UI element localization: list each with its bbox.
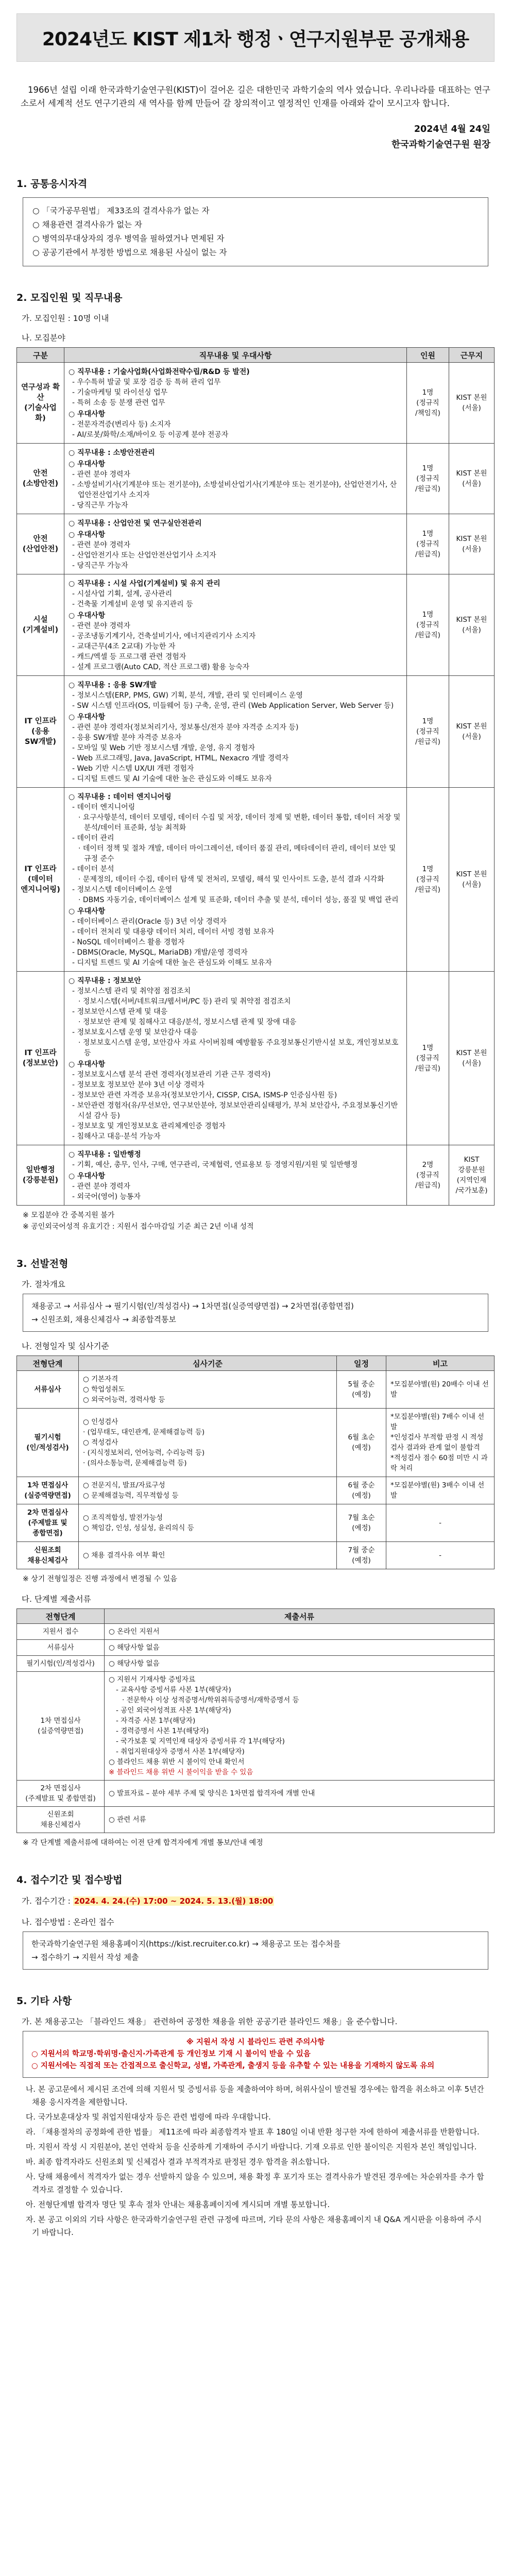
duty-line: - AI/로봇/화학/소재/바이오 등 이공계 분야 전공자 bbox=[72, 431, 229, 439]
header-duties: 직무내용 및 우대사항 bbox=[64, 348, 407, 363]
position-count: 1명 (정규직 /원급직) bbox=[407, 574, 449, 676]
stage-note: *모집분야별(원) 3배수 이내 선발 bbox=[386, 1477, 495, 1504]
section-title: 2. 모집인원 및 직무내용 bbox=[16, 292, 123, 303]
stage-criteria bbox=[79, 1504, 337, 1542]
duty-line: - 정보보호시스템 운영 및 보안감사 대응 bbox=[72, 1028, 198, 1037]
position-duties bbox=[64, 788, 407, 972]
position-category: 연구성과 확산 (기술사업화) bbox=[17, 363, 64, 444]
note-line: ※ 상기 전형일정은 진행 과정에서 변경될 수 있음 bbox=[23, 1575, 177, 1583]
process-overview-heading: 가. 절차개요 bbox=[22, 1280, 65, 1289]
document-line: - 경력증명서 사본 1부(해당자) bbox=[116, 1727, 209, 1735]
duty-line: - 정보보호 및 개인정보보호 관리체계인증 경험자 bbox=[72, 1122, 226, 1130]
header-stage: 전형단계 bbox=[17, 1609, 105, 1624]
application-period-label: 가. 접수기간 : bbox=[22, 1896, 71, 1906]
position-location: KIST 본원 (서울) bbox=[449, 514, 495, 574]
documents-heading: 다. 단계별 제출서류 bbox=[22, 1595, 91, 1604]
criteria-line: · (업무태도, 대인관계, 문제해결능력 등) bbox=[83, 1428, 205, 1436]
positions-table bbox=[16, 347, 495, 1206]
duty-line: - 침해사고 대응·분석 가능자 bbox=[72, 1132, 161, 1141]
duty-line: ○ 우대사항 bbox=[69, 907, 106, 916]
table-row bbox=[17, 1145, 495, 1206]
duty-line: - 정보보안시스템 관제 및 대응 bbox=[72, 1008, 168, 1016]
duty-line: ○ 직무내용 : 시설 사업(기계설비) 및 유지 관리 bbox=[69, 580, 220, 588]
document-line: - 공인 외국어성적표 사본 1부(해당자) bbox=[116, 1706, 231, 1715]
section-title: 4. 접수기간 및 접수방법 bbox=[16, 1874, 123, 1886]
stage-date: 7월 초순 (예정) bbox=[337, 1504, 386, 1542]
process-flow-box bbox=[23, 1294, 488, 1332]
duty-line: - 관련 분야 경력자 bbox=[72, 1182, 131, 1191]
document-line: ○ 해당사항 없음 bbox=[109, 1643, 160, 1652]
stage-note: *모집분야별(원) 7배수 이내 선발 *인성검사 부적합 판정 시 적성검사 결과와 관계 없이 불합격 *적성검사 점수 60점 미만 시 과락 처리 bbox=[386, 1409, 495, 1477]
duty-line: - Web 프로그래밍, Java, JavaScript, HTML, Nexacro 개발 경력자 bbox=[72, 754, 289, 762]
duty-line: - 소방설비기사(기계분야 또는 전기분야), 소방설비산업기사(기계분야 또는 전기분야), 산업안전기사, 산업안전산업기사 소지자 bbox=[72, 481, 397, 499]
table-header-row bbox=[17, 348, 495, 363]
section-title: 5. 기타 사항 bbox=[16, 1995, 72, 2007]
header-location: 근무지 bbox=[449, 348, 495, 363]
stages-table bbox=[16, 1355, 495, 1569]
position-duties bbox=[64, 444, 407, 514]
stage-criteria bbox=[79, 1371, 337, 1409]
blind-hiring-note: 가. 본 채용공고는 「블라인드 채용」 관련하여 공정한 채용을 위한 공공기관 블라인드 채용」을 준수합니다. bbox=[22, 2017, 398, 2026]
duty-line: - 정보보안 관련 자격증 보유자(정보보안기사, CISSP, CISA, ISMS-P 인증심사원 등) bbox=[72, 1091, 337, 1099]
document-line: ○ 관련 서류 bbox=[109, 1816, 146, 1824]
duty-line: - NoSQL 데이터베이스 활용 경험자 bbox=[72, 938, 185, 946]
blind-hiring-item: ○ 지원서의 학교명·학위명·출신지·가족관계 등 개인정보 기재 시 불이익 받을 수 있음 bbox=[31, 2050, 311, 2058]
duty-line: - 데이터베이스 관리(Oracle 등) 3년 이상 경력자 bbox=[72, 918, 227, 926]
document-line: - 자격증 사본 1부(해당자) bbox=[116, 1717, 196, 1725]
position-count: 1명 (정규직 /원급직) bbox=[407, 788, 449, 972]
duty-line: - 정보보호시스템 분석 관련 경력자(정보관리 기관 근무 경력자) bbox=[72, 1071, 271, 1079]
document-list bbox=[105, 1624, 495, 1640]
duty-line: ○ 우대사항 bbox=[69, 410, 106, 418]
criteria-line: ○ 외국어능력, 경력사항 등 bbox=[83, 1396, 165, 1404]
stage-name: 신원조회 채용신체검사 bbox=[17, 1542, 79, 1569]
header-remarks: 비고 bbox=[386, 1356, 495, 1371]
duty-line: - 데이터 엔지니어링 bbox=[72, 803, 135, 811]
duty-line: - 디지털 트렌드 및 AI 기술에 대한 높은 관심도와 이해도 보유자 bbox=[72, 775, 272, 783]
header-stage: 전형단계 bbox=[17, 1356, 79, 1371]
position-category: IT 인프라 (응용 SW개발) bbox=[17, 676, 64, 788]
duty-line: - 기술마케팅 및 라이선싱 업무 bbox=[72, 388, 168, 397]
stage-name: 필기시험 (인/적성검사) bbox=[17, 1409, 79, 1477]
section-title: 3. 선발전형 bbox=[16, 1258, 69, 1269]
application-method-line: → 접수하기 → 지원서 작성 제출 bbox=[31, 1953, 139, 1962]
criteria-line: · (지식정보처리, 언어능력, 수리능력 등) bbox=[83, 1449, 205, 1457]
stage-note: - bbox=[386, 1542, 495, 1569]
table-row bbox=[17, 514, 495, 574]
application-method-line: 한국과학기술연구원 채용홈페이지(https://kist.recruiter.co.kr) → 채용공고 또는 접수처를 bbox=[31, 1939, 341, 1948]
position-category: 안전 (소방안전) bbox=[17, 444, 64, 514]
criteria-line: ○ 채용 결격사유 여부 확인 bbox=[83, 1551, 165, 1560]
header-category: 구분 bbox=[17, 348, 64, 363]
duty-line: - 데이터 전처리 및 대용량 데이터 처리, 데이터 서빙 경험 보유자 bbox=[72, 928, 275, 936]
duty-line: ○ 직무내용 : 산업안전 및 연구실안전관리 bbox=[69, 519, 202, 528]
duty-line: ○ 직무내용 : 응용 SW개발 bbox=[69, 681, 157, 689]
other-item: 자. 본 공고 이외의 기타 사항은 한국과학기술연구원 관련 규정에 따르며, 기타 문의 사항은 채용홈페이지 내 Q&A 게시판을 이용하여 주시기 바랍니다. bbox=[26, 2215, 482, 2237]
document-line: ○ 온라인 지원서 bbox=[109, 1628, 160, 1636]
other-item: 라. 「채용절차의 공정화에 관한 법률」 제11조에 따라 최종합격자 발표 후 180일 이내 반환 청구한 자에 한하여 제출서류를 반환합니다. bbox=[26, 2128, 480, 2137]
document-line: - 교육사항 증빙서류 사본 1부(해당자) bbox=[116, 1686, 231, 1694]
duty-line: ○ 직무내용 : 기술사업화(사업화전략수립/R&D 등 발전) bbox=[69, 368, 250, 376]
positions-notes bbox=[23, 1210, 495, 1232]
position-category: IT 인프라 (데이터 엔지니어링) bbox=[17, 788, 64, 972]
position-category: IT 인프라 (정보보안) bbox=[17, 972, 64, 1145]
table-row bbox=[17, 444, 495, 514]
position-count: 1명 (정규직 /원급직) bbox=[407, 972, 449, 1145]
page-title: 2024년도 KIST 제1차 행정ㆍ연구지원부문 공개채용 bbox=[42, 28, 469, 50]
duty-line: - 당직근무 가능자 bbox=[72, 562, 128, 570]
stage-note: *모집분야별(원) 20배수 이내 선발 bbox=[386, 1371, 495, 1409]
duty-line: ○ 우대사항 bbox=[69, 612, 106, 620]
table-header-row bbox=[17, 1609, 495, 1624]
stage-criteria bbox=[79, 1409, 337, 1477]
document-line: - 국가보훈 및 지역인재 대상자 증빙서류 각 1부(해당자) bbox=[116, 1737, 285, 1745]
duty-line: - 정보시스템(ERP, PMS, GW) 기획, 분석, 개발, 관리 및 인터페이스 운영 bbox=[72, 691, 303, 700]
document-stage: 지원서 접수 bbox=[17, 1624, 105, 1640]
position-location: KIST 본원 (서울) bbox=[449, 788, 495, 972]
table-row bbox=[17, 1781, 495, 1807]
duty-line: ○ 우대사항 bbox=[69, 713, 106, 721]
stage-criteria bbox=[79, 1477, 337, 1504]
position-location: KIST 본원 (서울) bbox=[449, 676, 495, 788]
qualification-item: ○ 병역의무대상자의 경우 병역을 필하였거나 면제된 자 bbox=[32, 234, 225, 243]
position-count: 1명 (정규직 /책임직) bbox=[407, 363, 449, 444]
note-line: ※ 각 단계별 제출서류에 대하여는 이전 단계 합격자에게 개별 통보/안내 예정 bbox=[23, 1839, 263, 1847]
process-flow-line: 채용공고 → 서류심사 → 필기시험(인/적성검사) → 1차면접(실증역량면접) → 2차면접(종합면접) bbox=[31, 1301, 354, 1311]
document-list bbox=[105, 1640, 495, 1656]
duty-line: ○ 직무내용 : 정보보안 bbox=[69, 977, 141, 985]
duty-line: · 정보보안 관제 및 침해사고 대응/분석, 정보시스템 관제 및 장애 대응 bbox=[78, 1018, 297, 1026]
duty-line: - DBMS(Oracle, MySQL, MariaDB) 개발/운영 경력자 bbox=[72, 948, 248, 957]
note-line: ※ 모집분야 간 중복지원 불가 bbox=[23, 1211, 115, 1219]
documents-table bbox=[16, 1608, 495, 1833]
section-qualifications bbox=[16, 176, 495, 266]
table-row bbox=[17, 972, 495, 1145]
blind-hiring-item: ○ 지원서에는 직접적 또는 간접적으로 출신학교, 성별, 가족관계, 출생지 등을 유추할 수 있는 내용을 기재하지 않도록 유의 bbox=[31, 2062, 435, 2070]
intro-text: 1966년 설립 이래 한국과학기술연구원(KIST)이 걸어온 길은 대한민국 과학기술의 역사 였습니다. 우리나라를 대표하는 연구소로서 세계적 선도 연구기관의 새 역사를 함께 만들어 갈 창의적이고 열정적인 인재를 아래와 같이 모시고자 합니다. bbox=[21, 85, 490, 108]
criteria-line: ○ 인성검사 bbox=[83, 1418, 118, 1426]
document-line: · 전문학사 이상 성적증명서/학위취득증명서/재학증명서 등 bbox=[122, 1696, 299, 1704]
other-item: 바. 최종 합격자라도 신원조회 및 신체검사 결과 부적격자로 판정된 경우 합격을 취소합니다. bbox=[26, 2158, 330, 2166]
document-stage: 신원조회 채용신체검사 bbox=[17, 1807, 105, 1833]
duty-line: - 데이터 분석 bbox=[72, 865, 114, 873]
header-documents: 제출서류 bbox=[105, 1609, 495, 1624]
stage-date: 6월 중순 (예정) bbox=[337, 1477, 386, 1504]
duty-line: ○ 우대사항 bbox=[69, 531, 106, 539]
position-duties bbox=[64, 972, 407, 1145]
other-item: 사. 당해 채용에서 적격자가 없는 경우 선발하지 않을 수 있으며, 채용 확정 후 포기자 또는 결격사유가 발견된 경우에는 차순위자를 추가 합격자로 결정할 수 있습니다. bbox=[26, 2173, 484, 2194]
duty-line: - 관련 분야 경력자 bbox=[72, 470, 131, 479]
position-count: 1명 (정규직 /원급직) bbox=[407, 514, 449, 574]
qualification-item: ○ 공공기관에서 부정한 방법으로 채용된 사실이 없는 자 bbox=[32, 248, 227, 257]
section-title: 1. 공통응시자격 bbox=[16, 178, 88, 190]
criteria-line: · (의사소통능력, 문제해결능력 등) bbox=[83, 1459, 187, 1467]
duty-line: - 관련 분야 경력자(정보처리기사, 정보통신/전자 분야 자격증 소지자 등) bbox=[72, 723, 299, 732]
note-line: ※ 공인외국어성적 유효기간 : 지원서 접수마감일 기준 최근 2년 이내 성적 bbox=[23, 1223, 254, 1231]
duty-line: - 특허 소송 등 분쟁 관련 업무 bbox=[72, 399, 165, 407]
criteria-line: ○ 기본자격 bbox=[83, 1375, 118, 1383]
duty-line: - 정보시스템 관리 및 취약점 점검조치 bbox=[72, 987, 191, 995]
other-item: 다. 국가보훈대상자 및 취업지원대상자 등은 관련 법령에 따라 우대합니다. bbox=[26, 2113, 271, 2122]
duty-line: - 정보시스템 데이터베이스 운영 bbox=[72, 886, 173, 894]
duty-line: ○ 직무내용 : 일반행정 bbox=[69, 1150, 141, 1159]
table-row bbox=[17, 676, 495, 788]
position-location: KIST 본원 (서울) bbox=[449, 444, 495, 514]
document-list bbox=[105, 1781, 495, 1807]
stage-name: 서류심사 bbox=[17, 1371, 79, 1409]
duty-line: - 데이터 관리 bbox=[72, 834, 114, 842]
process-flow-line: → 신원조회, 채용신체검사 → 최종합격통보 bbox=[31, 1315, 176, 1324]
duty-line: - 응용 SW개발 분야 자격증 보유자 bbox=[72, 734, 182, 742]
duty-line: · 문제정의, 데이터 수집, 데이터 탐색 및 전처리, 모델링, 해석 및 인사이트 도출, 분석 결과 시각화 bbox=[78, 875, 384, 884]
position-location: KIST 본원 (서울) bbox=[449, 574, 495, 676]
duty-line: - 외국어(영어) 능통자 bbox=[72, 1193, 141, 1201]
duty-line: - 건축물 기계설비 운영 및 유지관리 등 bbox=[72, 600, 193, 608]
document-line: ○ 지원서 기재사항 증빙자료 bbox=[109, 1675, 196, 1684]
document-list bbox=[105, 1807, 495, 1833]
position-duties bbox=[64, 363, 407, 444]
position-location: KIST 본원 (서울) bbox=[449, 972, 495, 1145]
application-period-row bbox=[22, 1894, 495, 1908]
document-stage: 2차 면접심사 (주제발표 및 종합면접) bbox=[17, 1781, 105, 1807]
duty-line: - 산업안전기사 또는 산업안전산업기사 소지자 bbox=[72, 551, 216, 560]
position-duties bbox=[64, 676, 407, 788]
duty-line: - 기획, 예산, 총무, 인사, 구매, 연구관리, 국제협력, 연료용보 등 경영지원/지원 및 일반행정 bbox=[72, 1161, 358, 1169]
headcount-line: 가. 모집인원 : 10명 이내 bbox=[22, 314, 109, 323]
position-duties bbox=[64, 574, 407, 676]
table-row bbox=[17, 788, 495, 972]
stage-criteria bbox=[79, 1542, 337, 1569]
stage-name: 1차 면접심사 (실증역량면접) bbox=[17, 1477, 79, 1504]
document-line: - 취업지원대상자 증명서 사본 1부(해당자) bbox=[116, 1748, 245, 1756]
title-banner bbox=[16, 13, 495, 62]
document-line: ※ 블라인드 채용 위반 시 불이익을 받을 수 있음 bbox=[109, 1768, 253, 1776]
duty-line: - 보안관련 경험자(유/무선보안, 연구보안분야, 정보보안관리실태평가, 부처 보안감사, 주요정보통신기반시설 감사 등) bbox=[72, 1101, 398, 1120]
table-row bbox=[17, 1409, 495, 1477]
blind-hiring-box bbox=[23, 2031, 488, 2078]
document-list bbox=[105, 1672, 495, 1781]
duty-line: - 전문자격증(변리사 등) 소지자 bbox=[72, 420, 171, 429]
criteria-line: ○ 조직적합성, 발전가능성 bbox=[83, 1514, 163, 1522]
duty-line: - Web 기반 시스템 UX/UI 개편 경험자 bbox=[72, 765, 194, 773]
duty-line: - 시설사업 기획, 설계, 공사관리 bbox=[72, 590, 173, 598]
fields-heading: 나. 모집분야 bbox=[22, 333, 65, 343]
stage-note: - bbox=[386, 1504, 495, 1542]
notice-signatory: 한국과학기술연구원 원장 bbox=[391, 140, 490, 150]
duty-line: · DBMS 자동기술, 데이터베이스 설계 및 표준화, 데이터 추출 및 분석, 데이터 성능, 품질 및 백업 관리 bbox=[78, 896, 399, 904]
section-application bbox=[16, 1872, 495, 1970]
criteria-line: ○ 문제해결능력, 직무적합성 등 bbox=[83, 1492, 179, 1500]
notice-date: 2024년 4월 24일 bbox=[414, 124, 490, 134]
position-count: 1명 (정규직 /원급직) bbox=[407, 444, 449, 514]
position-category: 시설 (기계설비) bbox=[17, 574, 64, 676]
duty-line: ○ 우대사항 bbox=[69, 1172, 106, 1180]
duty-line: · 요구사항분석, 데이터 모델링, 데이터 수집 및 저장, 데이터 정제 및 변환, 데이터 통합, 데이터 저장 및 분석/데이터 표준화, 성능 최적화 bbox=[78, 814, 401, 832]
stage-date: 7월 중순 (예정) bbox=[337, 1542, 386, 1569]
duty-line: - 교대근무(4조 2교대) 가능한 자 bbox=[72, 642, 176, 651]
position-location: KIST 본원 (서울) bbox=[449, 363, 495, 444]
criteria-line: ○ 학업성취도 bbox=[83, 1385, 125, 1394]
duty-line: ○ 우대사항 bbox=[69, 460, 106, 468]
criteria-line: ○ 적성검사 bbox=[83, 1438, 118, 1447]
qualification-box bbox=[23, 197, 488, 266]
duty-line: - 설계 프로그램(Auto CAD, 적산 프로그램) 활용 능숙자 bbox=[72, 663, 250, 671]
document-line: ○ 블라인드 채용 위반 시 불이익 안내 확인서 bbox=[109, 1758, 245, 1766]
other-item: 나. 본 공고문에서 제시된 조건에 의해 지원서 및 증빙서류 등을 제출하여야 하며, 허위사실이 발견될 경우에는 합격을 취소하고 이후 5년간 채용 응시자격을 제한합니다. bbox=[26, 2085, 484, 2107]
table-row bbox=[17, 363, 495, 444]
duty-line: - 캐드/엑셀 등 프로그램 관련 경험자 bbox=[72, 653, 186, 661]
table-header-row bbox=[17, 1356, 495, 1371]
position-duties bbox=[64, 514, 407, 574]
stage-name: 2차 면접심사 (주제발표 및 종합면접) bbox=[17, 1504, 79, 1542]
criteria-line: ○ 책임감, 인성, 성실성, 윤리의식 등 bbox=[83, 1524, 194, 1532]
criteria-line: ○ 전문지식, 발표/자료구성 bbox=[83, 1481, 165, 1489]
header-count: 인원 bbox=[407, 348, 449, 363]
duty-line: - 모바일 및 Web 기반 정보시스템 개발, 운영, 유지 경험자 bbox=[72, 744, 256, 752]
document-stage: 서류심사 bbox=[17, 1640, 105, 1656]
blind-hiring-title: ※ 지원서 작성 시 블라인드 관련 주의사항 bbox=[186, 2038, 325, 2046]
duty-line: - 관련 분야 경력자 bbox=[72, 622, 131, 630]
duty-line: ○ 우대사항 bbox=[69, 1060, 106, 1069]
stage-date: 6월 초순 (예정) bbox=[337, 1409, 386, 1477]
duty-line: - 공조냉동기계기사, 건축설비기사, 에너지관리기사 소지자 bbox=[72, 632, 256, 640]
duty-line: · 데이터 정책 및 절차 개발, 데이터 마이그레이션, 데이터 품질 관리, 메타데이터 관리, 데이터 보안 및 규정 준수 bbox=[78, 844, 396, 863]
other-item: 아. 전형단계별 합격자 명단 및 후속 절차 안내는 채용홈페이지에 게시되며 개별 통보합니다. bbox=[26, 2200, 330, 2209]
section-selection-process bbox=[16, 1256, 495, 1849]
table-row bbox=[17, 1640, 495, 1656]
table-row bbox=[17, 1807, 495, 1833]
section-other bbox=[16, 1993, 495, 2239]
duty-line: - SW 시스템 인프라(OS, 미들웨어 등) 구축, 운영, 관리 (Web Application Server, Web Server 등) bbox=[72, 702, 394, 710]
document-line: ○ 발표자료 – 분야 세부 주제 및 양식은 1차면접 합격자에 개별 안내 bbox=[109, 1789, 315, 1798]
position-duties bbox=[64, 1145, 407, 1206]
table-row bbox=[17, 1672, 495, 1781]
stages-notes bbox=[23, 1573, 495, 1585]
position-category: 일반행정 (강릉분원) bbox=[17, 1145, 64, 1206]
document-list bbox=[105, 1656, 495, 1672]
header-criteria: 심사기준 bbox=[79, 1356, 337, 1371]
document-stage: 필기시험(인/적성검사) bbox=[17, 1656, 105, 1672]
table-row bbox=[17, 1624, 495, 1640]
duty-line: - 당직근무 가능자 bbox=[72, 501, 128, 510]
application-method-label: 나. 접수방법 : 온라인 접수 bbox=[22, 1918, 114, 1927]
duty-line: · 정보보호시스템 운영, 보안감사 자료 사이버침해 예방활동 주요정보통신기반시설 보호, 개인정보보호 등 bbox=[78, 1039, 399, 1057]
signature-block bbox=[0, 122, 490, 152]
documents-notes bbox=[23, 1837, 495, 1849]
other-items bbox=[23, 2083, 488, 2239]
duty-line: - 디지털 트렌드 및 AI 기술에 대한 높은 관심도와 이해도 보유자 bbox=[72, 959, 272, 967]
position-location: KIST 강릉분원 (지역인재 /국가보훈) bbox=[449, 1145, 495, 1206]
table-row bbox=[17, 1542, 495, 1569]
duty-line: ○ 직무내용 : 데이터 엔지니어링 bbox=[69, 793, 172, 801]
table-row bbox=[17, 1504, 495, 1542]
section-positions bbox=[16, 290, 495, 1232]
duty-line: - 관련 분야 경력자 bbox=[72, 541, 131, 549]
position-count: 2명 (정규직 /원급직) bbox=[407, 1145, 449, 1206]
document-stage: 1차 면접심사 (실증역량면접) bbox=[17, 1672, 105, 1781]
table-row bbox=[17, 1477, 495, 1504]
duty-line: · 정보시스템(서버/네트워크/웹서버/PC 등) 관리 및 취약점 점검조치 bbox=[78, 997, 291, 1006]
duty-line: ○ 직무내용 : 소방안전관리 bbox=[69, 449, 155, 457]
header-schedule: 일정 bbox=[337, 1356, 386, 1371]
position-count: 1명 (정규직 /원급직) bbox=[407, 676, 449, 788]
document-line: ○ 해당사항 없음 bbox=[109, 1659, 160, 1668]
application-method-box bbox=[23, 1931, 488, 1970]
table-row bbox=[17, 574, 495, 676]
duty-line: - 정보보호 정보보안 분야 3년 이상 경력자 bbox=[72, 1081, 205, 1089]
table-row bbox=[17, 1371, 495, 1409]
other-item: 마. 지원서 작성 시 지원분야, 본인 연락처 등을 신중하게 기재하여 주시기 바랍니다. 기재 오류로 인한 불이익은 지원자 본인 책임입니다. bbox=[26, 2143, 477, 2151]
stage-date: 5월 중순 (예정) bbox=[337, 1371, 386, 1409]
position-category: 안전 (산업안전) bbox=[17, 514, 64, 574]
duty-line: - 우수특허 발굴 및 포장 검증 등 특허 관리 업무 bbox=[72, 378, 221, 386]
application-period-value: 2024. 4. 24.(수) 17:00 ~ 2024. 5. 13.(월) 18:00 bbox=[74, 1896, 274, 1906]
qualification-item: ○ 채용관련 결격사유가 없는 자 bbox=[32, 220, 142, 229]
table-row bbox=[17, 1656, 495, 1672]
qualification-item: ○ 「국가공무원법」 제33조의 결격사유가 없는 자 bbox=[32, 206, 210, 215]
stages-heading: 나. 전형일자 및 심사기준 bbox=[22, 1342, 109, 1351]
